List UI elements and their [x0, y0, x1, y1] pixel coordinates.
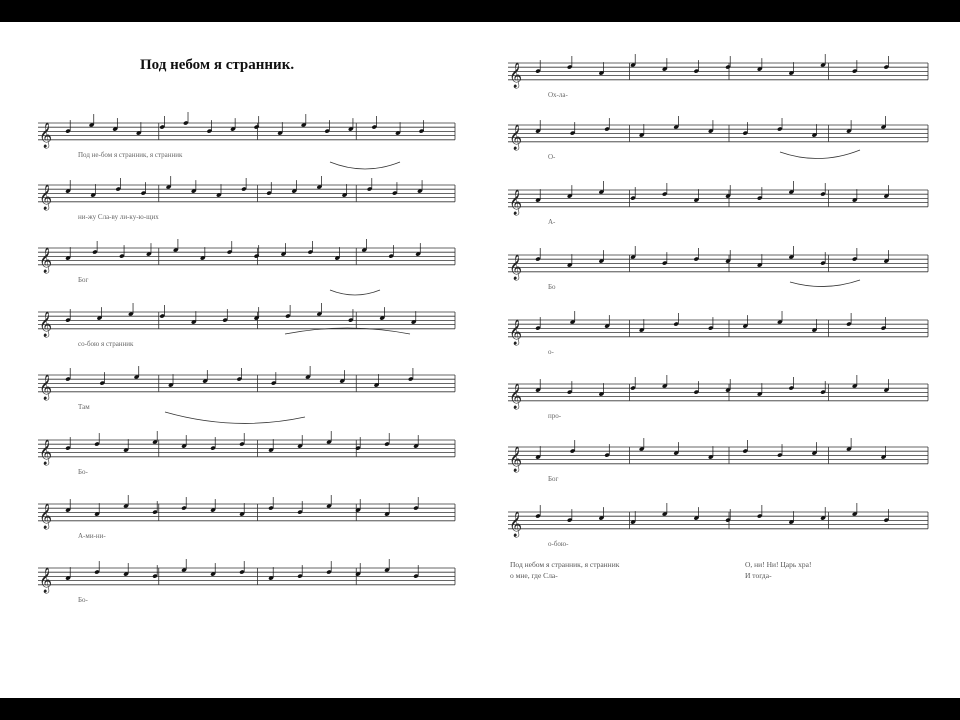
- treble-clef-icon: 𝄞: [39, 122, 53, 148]
- verse-text-right: О, ни! Ни! Царь хра! И тогда-: [745, 560, 812, 580]
- treble-clef-icon: 𝄞: [39, 184, 53, 210]
- lyric-line: Бог: [548, 474, 559, 483]
- lyric-line: Бог: [78, 275, 89, 284]
- slur: [330, 162, 400, 169]
- lyric-line: Под не-бом я странник, я странник: [78, 150, 183, 159]
- treble-clef-icon: 𝄞: [509, 124, 523, 150]
- slur: [330, 290, 380, 295]
- slur: [780, 150, 860, 159]
- song-title: Под небом я странник.: [140, 57, 295, 73]
- treble-clef-icon: 𝄞: [39, 374, 53, 400]
- lyric-line: ни-жу Сла-ву ли-ку-ю-щих: [78, 212, 159, 221]
- staff-notation: [0, 22, 960, 698]
- lyric-line: О-: [548, 152, 556, 161]
- treble-clef-icon: 𝄞: [509, 511, 523, 537]
- treble-clef-icon: 𝄞: [509, 62, 523, 88]
- treble-clef-icon: 𝄞: [39, 247, 53, 273]
- lyric-line: Бо-: [78, 467, 88, 476]
- lyric-line: про-: [548, 411, 562, 420]
- lyric-line: Там: [78, 402, 90, 411]
- treble-clef-icon: 𝄞: [39, 567, 53, 593]
- lyric-line: со-бою я странник: [78, 339, 134, 348]
- treble-clef-icon: 𝄞: [39, 311, 53, 337]
- slur: [790, 280, 860, 287]
- lyric-line: А-ми-ни-: [78, 531, 106, 540]
- lyric-line: Бо: [548, 282, 556, 291]
- treble-clef-icon: 𝄞: [509, 254, 523, 280]
- treble-clef-icon: 𝄞: [509, 446, 523, 472]
- lyric-line: о-бою-: [548, 539, 569, 548]
- lyric-line: Ох-ла-: [548, 90, 568, 99]
- treble-clef-icon: 𝄞: [509, 319, 523, 345]
- treble-clef-icon: 𝄞: [509, 189, 523, 215]
- treble-clef-icon: 𝄞: [39, 503, 53, 529]
- slur: [165, 412, 305, 423]
- treble-clef-icon: 𝄞: [39, 439, 53, 465]
- lyric-line: А-: [548, 217, 556, 226]
- treble-clef-icon: 𝄞: [509, 383, 523, 409]
- lyric-line: о-: [548, 347, 554, 356]
- verse-text-left: Под небом я странник, я странник о мне, где Сла-: [510, 560, 620, 580]
- sheet-music-page: [0, 22, 960, 698]
- lyric-line: Бо-: [78, 595, 88, 604]
